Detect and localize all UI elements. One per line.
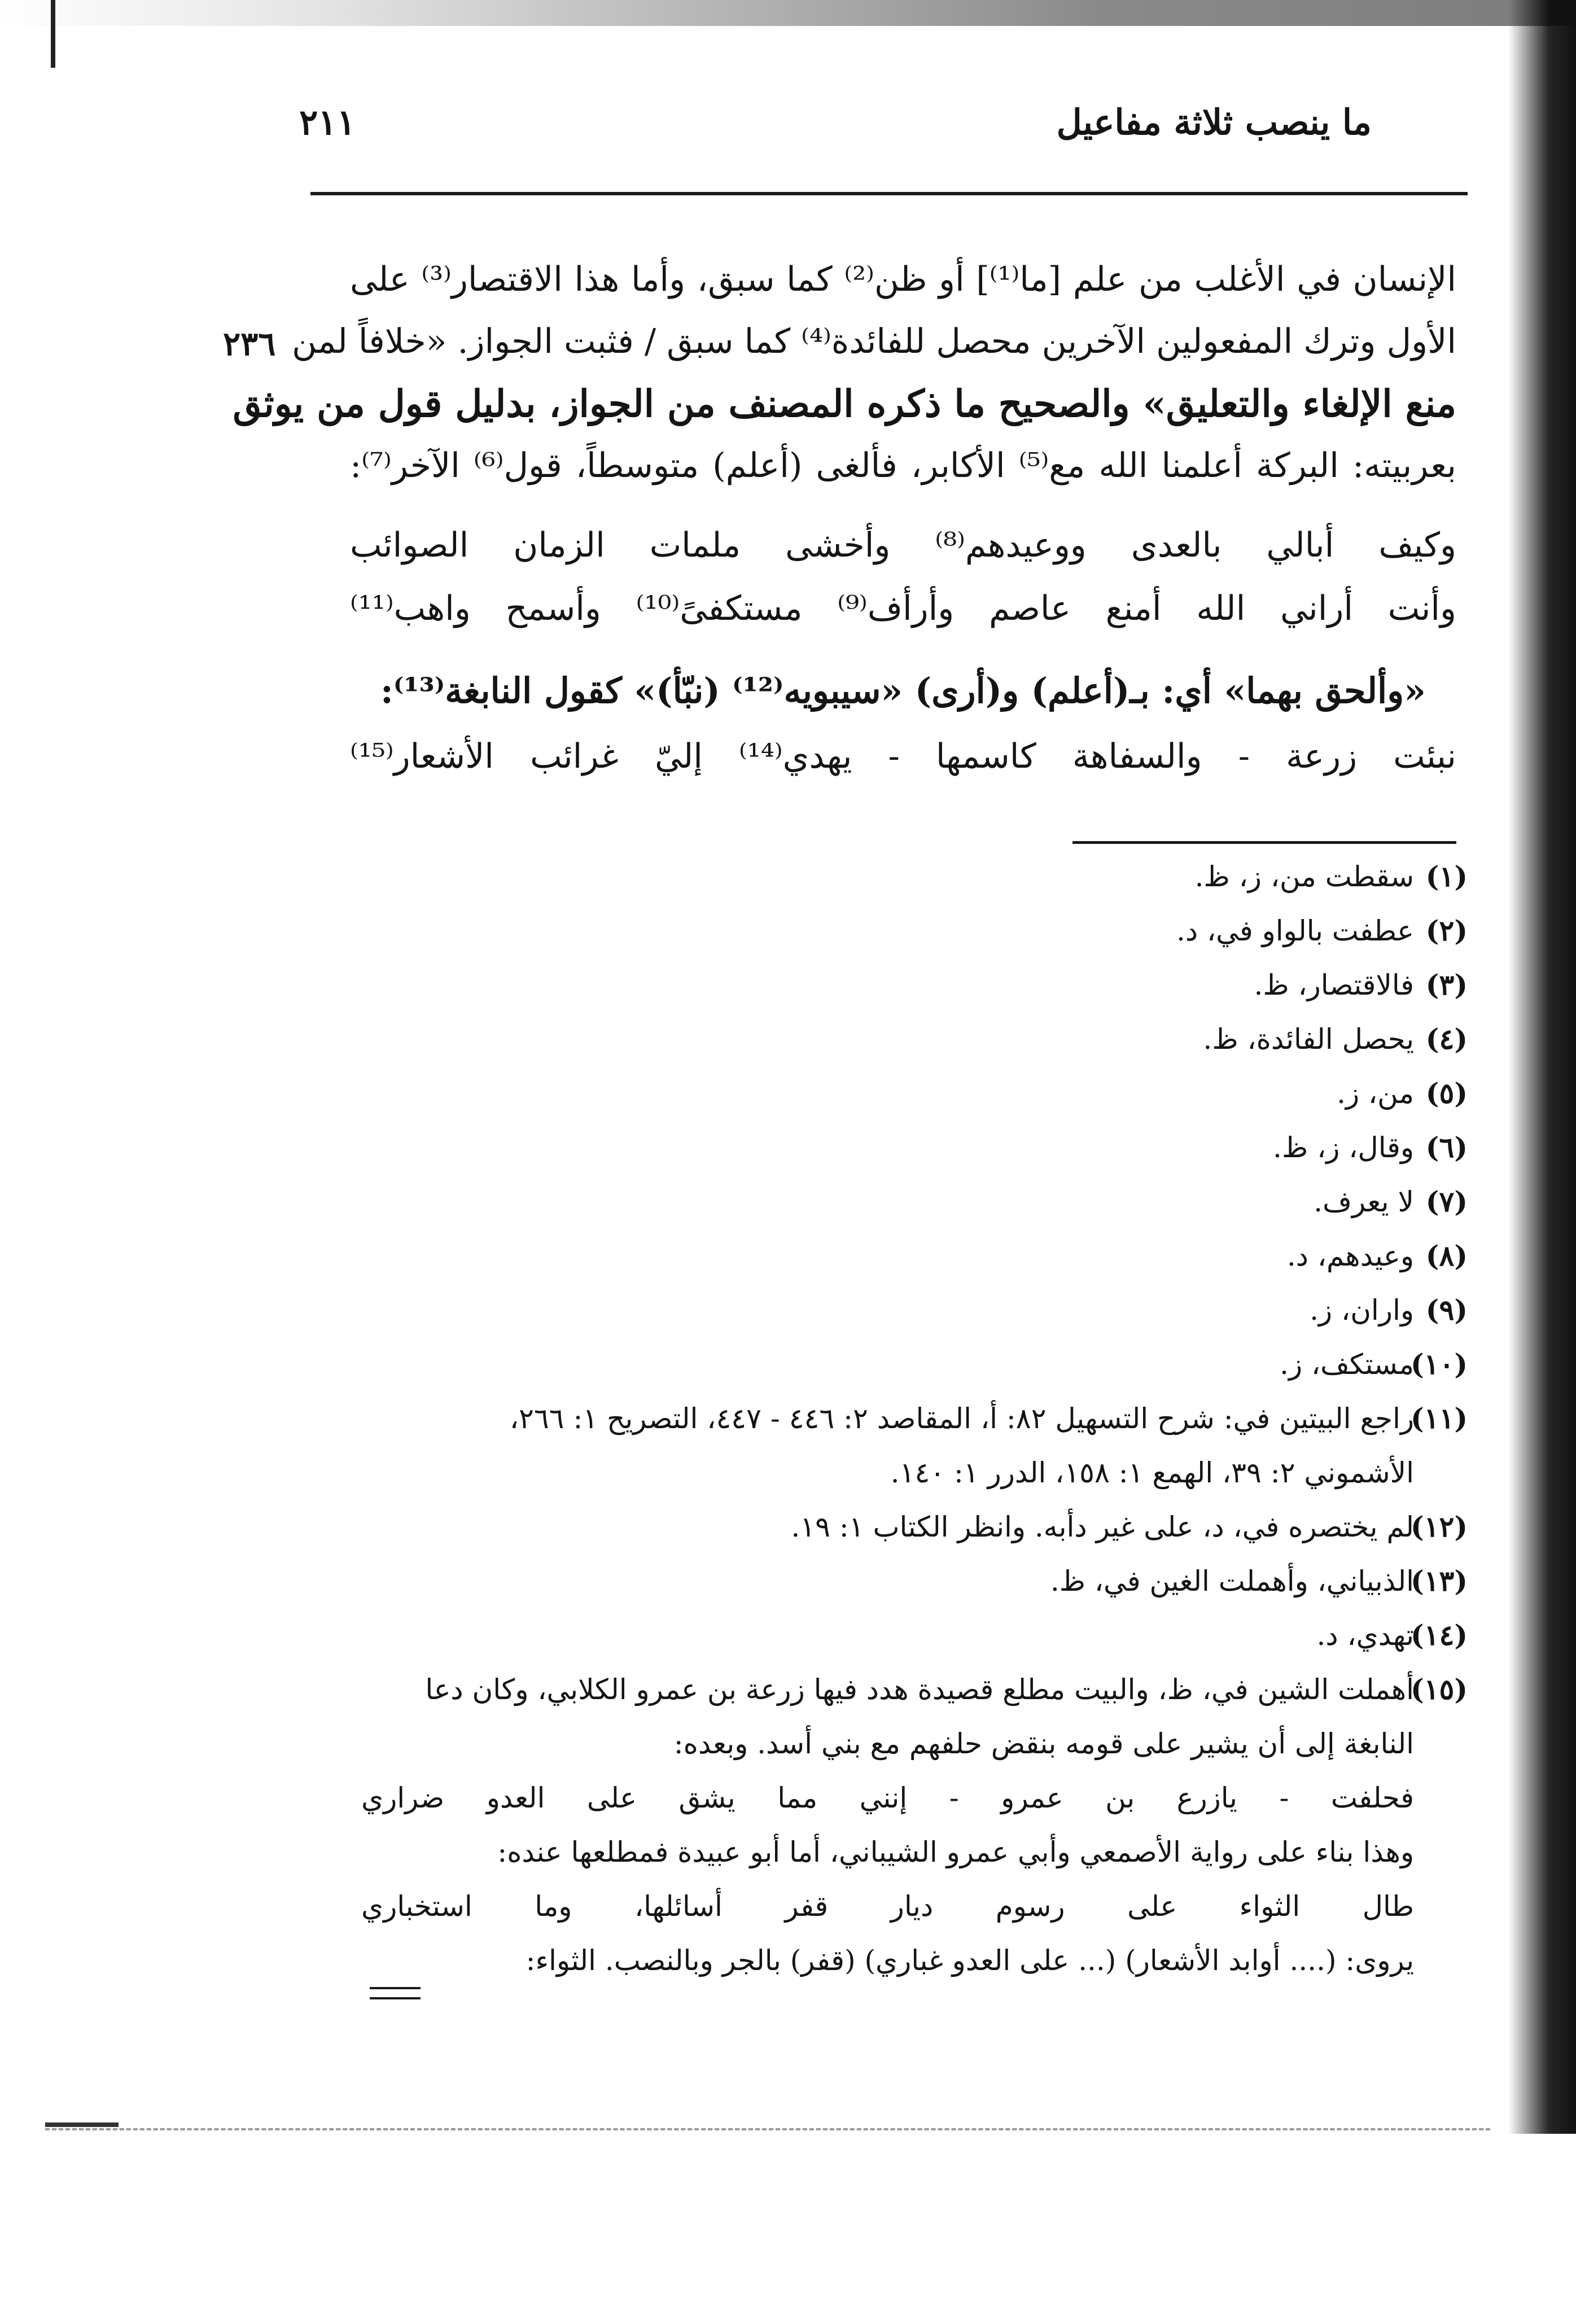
footnote-15-continued-1: النابغة إلى أن يشير على قومه بنقض حلفهم مع بني أسد. وبعده:	[673, 1727, 1414, 1760]
footnote-1: (١)سقطت من، ز، ظ.	[1194, 860, 1468, 893]
verse-line-1: وكيف أبالي بالعدى ووعيدهم⁽⁸⁾ وأخشى ملمات الزمان الصوائب	[350, 526, 1456, 565]
scan-mark-bottom	[45, 2122, 119, 2127]
footnote-11: (١١)راجع البيتين في: شرح التسهيل ٨٢: أ، المقاصد ٢: ٤٤٦ - ٤٤٧، التصريح ١: ٢٦٦،	[509, 1402, 1468, 1435]
footnote-15-continued-2: وهذا بناء على رواية الأصمعي وأبي عمرو الشيباني، أما أبو عبيدة فمطلعها عنده:	[497, 1836, 1414, 1868]
running-title: ما ينصب ثلاثة مفاعيل	[1056, 102, 1372, 143]
footnote-11-continued: الأشموني ٢: ٣٩، الهمع ١: ١٥٨، الدرر ١: ١٤٠.	[890, 1456, 1414, 1489]
text-line-1: الإنسان في الأغلب من علم [ما⁽¹⁾] أو ظن⁽²⁾ كما سبق، وأما هذا الاقتصار⁽³⁾ على	[350, 260, 1457, 299]
header-rule	[310, 192, 1468, 195]
footnote-rule	[1072, 841, 1456, 844]
scan-edge-right	[1508, 0, 1576, 2134]
verse-line-2: وأنت أراني الله أمنع عاصم وأرأف⁽⁹⁾ مستكفىً⁽¹⁰⁾ وأسمح واهب⁽¹¹⁾	[350, 589, 1457, 628]
margin-number: ٢٣٦	[223, 325, 276, 363]
footnote-4: (٤)يحصل الفائدة، ظ.	[1203, 1022, 1468, 1056]
footnote-15-continued-3: يروى: (.... أوابد الأشعار) (... على العدو غباري) (قفر) بالجر وبالنصب. الثواء:	[526, 1944, 1414, 1977]
footnote-13: (١٣)الذبياني، وأهملت الغين في، ظ.	[1050, 1564, 1468, 1598]
scan-edge-left	[51, 0, 55, 68]
text-line-2: الأول وترك المفعولين الآخرين محصل للفائدة⁽⁴⁾ كما سبق / فثبت الجواز. «خلافاً لمن	[292, 322, 1456, 361]
footnote-7: (٧)لا يعرف.	[1314, 1185, 1468, 1218]
footnotes	[361, 850, 1468, 1988]
double-underline-mark	[370, 1987, 421, 1999]
footnote-3: (٣)فالاقتصار، ظ.	[1254, 968, 1468, 1001]
footnote-15-verse-1: فحلفت - يازرع بن عمرو - إنني مما يشق على العدو ضراري	[361, 1782, 1414, 1814]
footnote-14: (١٤)تهدي، د.	[1316, 1618, 1468, 1652]
footnote-15-verse-2: طال الثواء على رسوم ديار قفر أسائلها، وما استخباري	[361, 1890, 1414, 1923]
text-line-after-verse: «وألحق بهما» أي: بـ(أعلم) و(أرى) «سيبويه⁽¹²⁾ (نبّأ)» كقول النابغة⁽¹³⁾:	[380, 670, 1426, 711]
footnote-6: (٦)وقال، ز، ظ.	[1273, 1131, 1468, 1164]
footnote-12: (١٢)لم يختصره في، د، على غير دأبه. وانظر الكتاب ١: ١٩.	[791, 1510, 1468, 1543]
text-line-4: بعربيته: البركة أعلمنا الله مع⁽⁵⁾ الأكابر، فألغى (أعلم) متوسطاً، قول⁽⁶⁾ الآخر⁽⁷⁾:	[350, 446, 1456, 485]
footnote-15: (١٥)أهملت الشين في، ظ، والبيت مطلع قصيدة هدد فيها زرعة بن عمرو الكلابي، وكان دعا	[425, 1673, 1468, 1706]
text-line-3: منع الإلغاء والتعليق» والصحيح ما ذكره المصنف من الجواز، بدليل قول من يوثق	[233, 382, 1456, 426]
footnote-2: (٢)عطفت بالواو في، د.	[1176, 914, 1468, 947]
page-number: ٢١١	[299, 102, 356, 143]
footnote-9: (٩)واران، ز.	[1310, 1293, 1468, 1327]
page-header	[299, 102, 1372, 164]
scan-dashed-line	[45, 2128, 1490, 2130]
footnote-8: (٨)وعيدهم، د.	[1286, 1239, 1468, 1272]
scan-edge-top	[0, 0, 1576, 26]
footnote-5: (٥)من، ز.	[1337, 1076, 1468, 1110]
footnote-10: (١٠)مستكف، ز.	[1280, 1347, 1468, 1381]
verse-line-3: نبئت زرعة - والسفاهة كاسمها - يهدي⁽¹⁴⁾ إليّ غرائب الأشعار⁽¹⁵⁾	[350, 737, 1456, 776]
